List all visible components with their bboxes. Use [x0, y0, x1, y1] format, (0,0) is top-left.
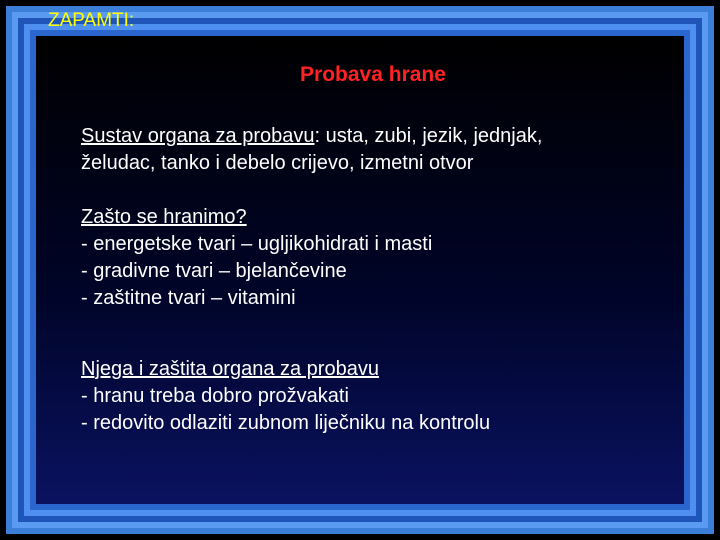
header-label: ZAPAMTI: [48, 10, 135, 31]
section1-line2: želudac, tanko i debelo crijevo, izmetni otvor [81, 152, 474, 174]
digestive-system-section [81, 123, 542, 177]
list-item: - gradivne tvari – bjelančevine [81, 260, 347, 282]
section1-line1-rest: : usta, zubi, jezik, jednjak, [314, 125, 543, 147]
list-item: - energetske tvari – ugljikohidrati i masti [81, 233, 433, 255]
section1-line1 [81, 123, 542, 150]
list-item: - hranu treba dobro prožvakati [81, 385, 349, 407]
why-we-eat-section [81, 204, 432, 312]
care-section [81, 356, 490, 437]
list-item: - zaštitne tvari – vitamini [81, 287, 296, 309]
digestive-system-link[interactable]: Sustav organa za probavu [81, 125, 315, 147]
why-we-eat-heading: Zašto se hranimo? [81, 206, 247, 228]
list-item: - redovito odlaziti zubnom liječniku na kontrolu [81, 412, 491, 434]
slide-title: Probava hrane [300, 63, 446, 86]
care-heading: Njega i zaštita organa za probavu [81, 358, 379, 380]
